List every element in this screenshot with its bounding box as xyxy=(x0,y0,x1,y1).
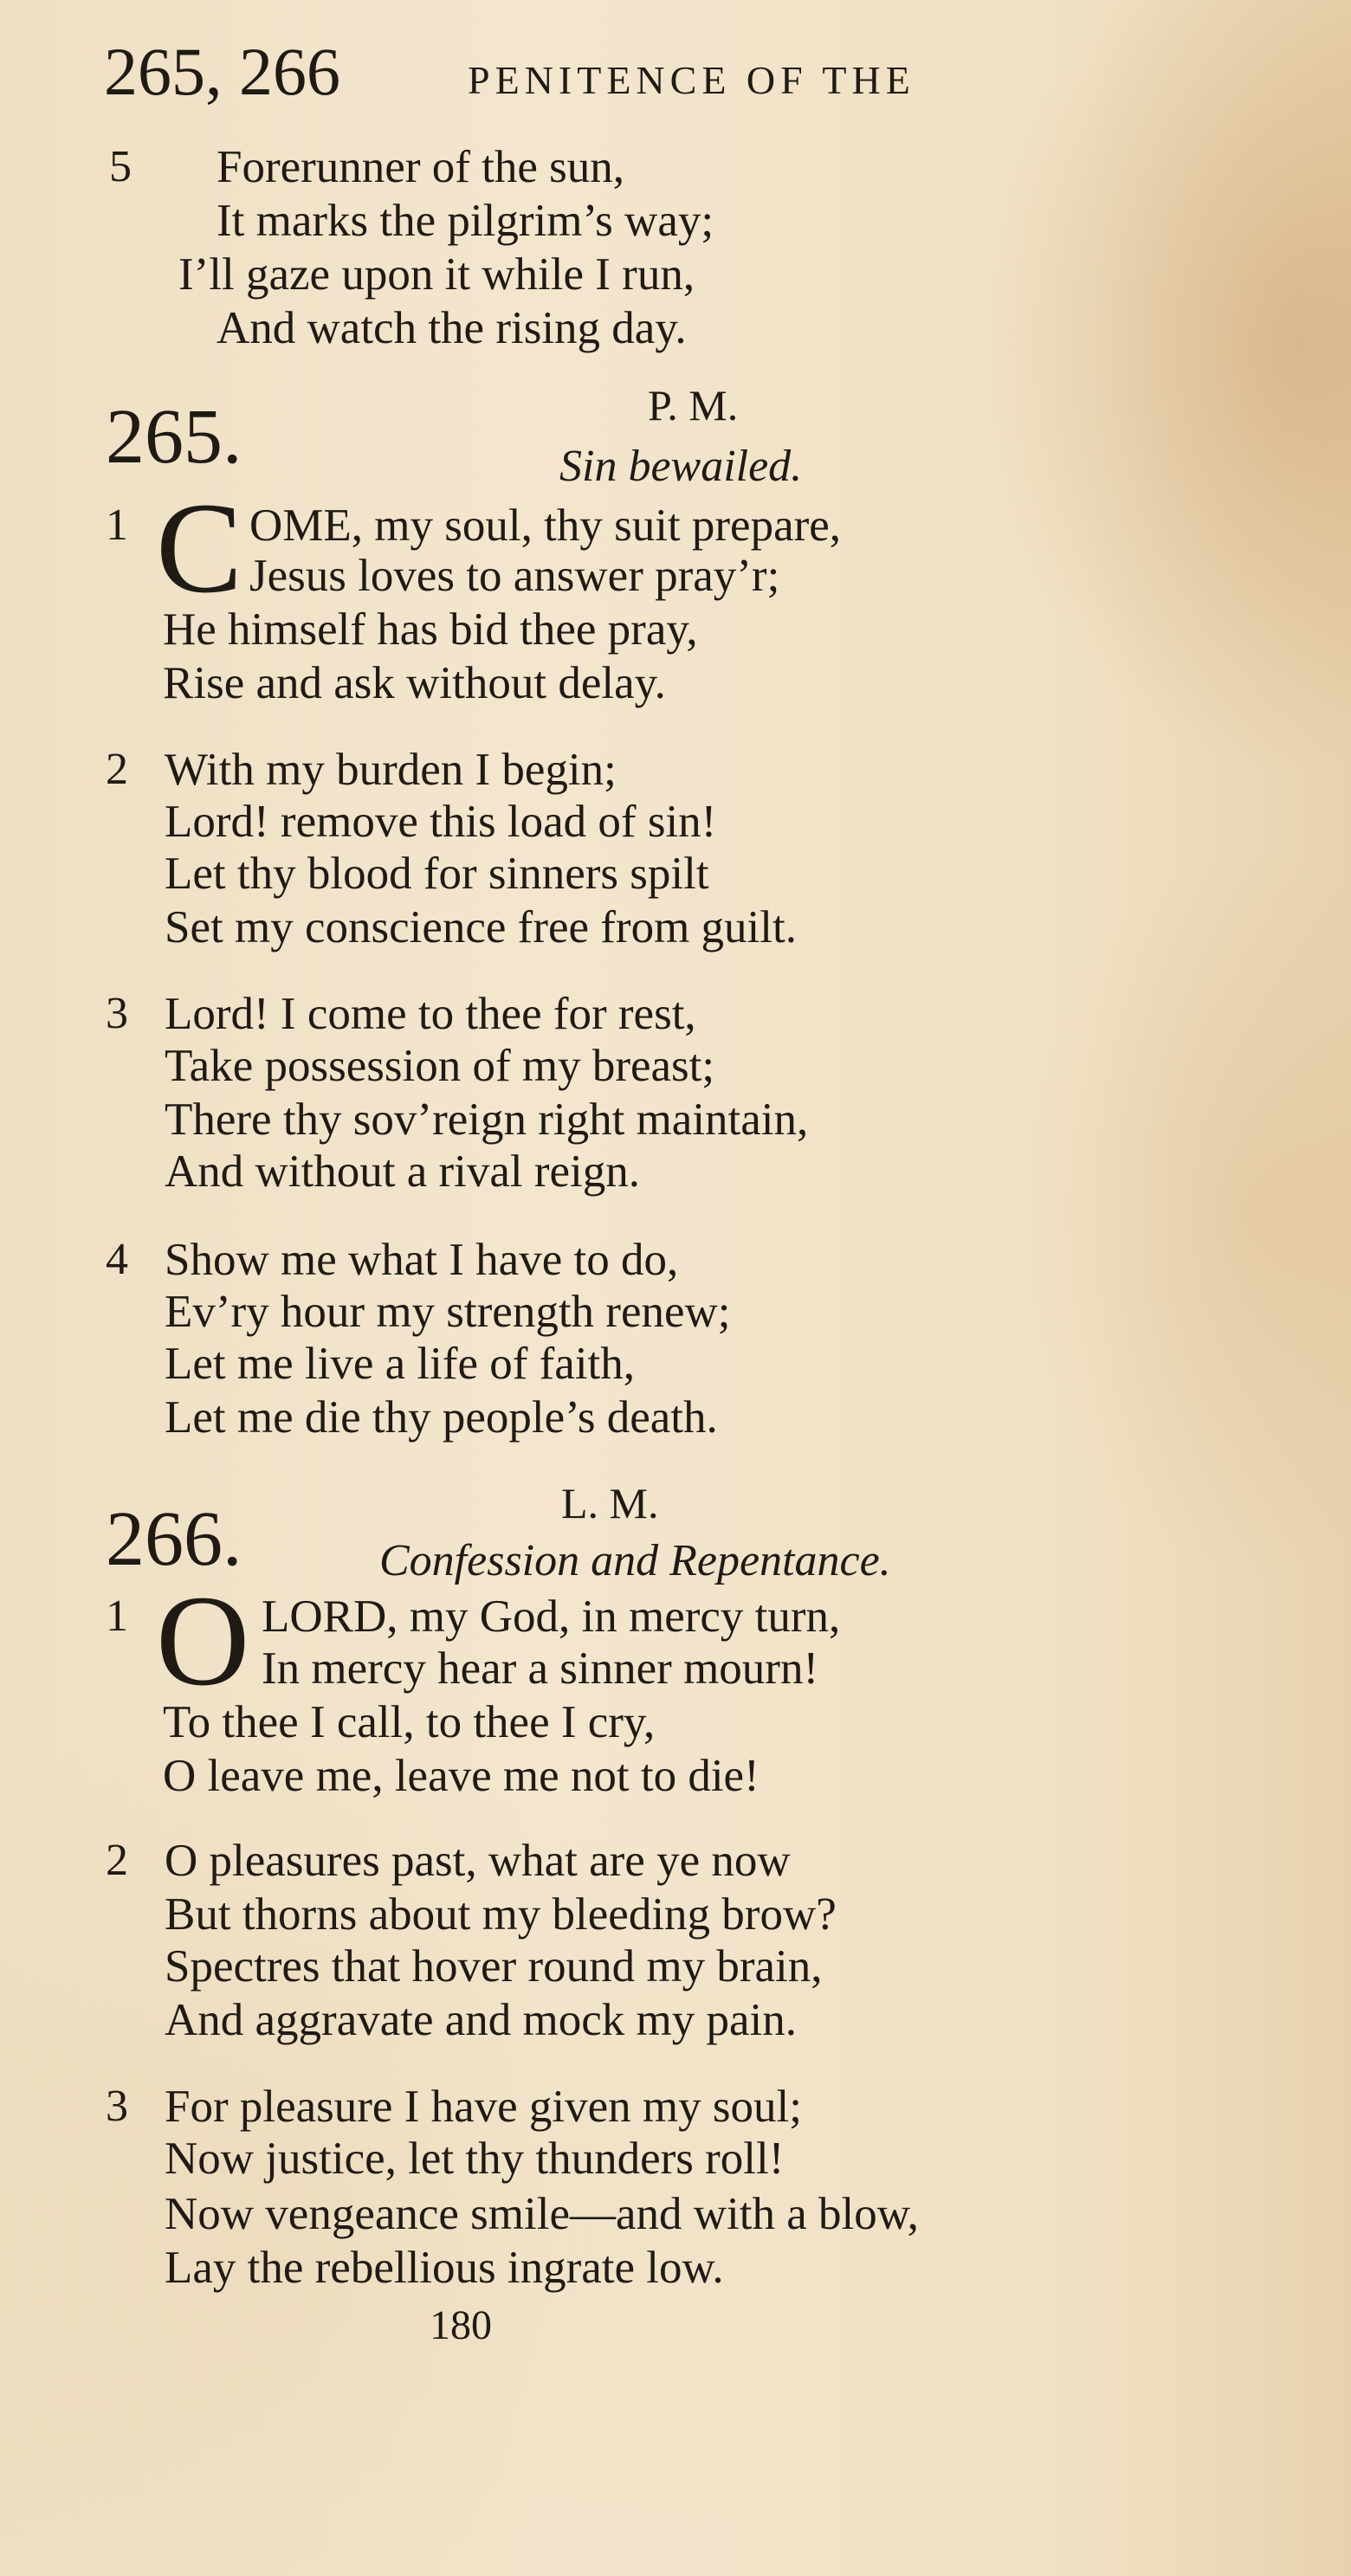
hymn-subject: Sin bewailed. xyxy=(559,442,803,491)
verse-number: 2 xyxy=(106,745,128,794)
verse-line: Show me what I have to do, xyxy=(165,1235,679,1285)
verse-line: For pleasure I have given my soul; xyxy=(165,2082,802,2132)
verse-line: Take possession of my breast; xyxy=(165,1041,715,1091)
verse-line: Lay the rebellious ingrate low. xyxy=(165,2243,724,2293)
verse-line: And without a rival reign. xyxy=(165,1146,641,1197)
verse-line: Ev’ry hour my strength renew; xyxy=(165,1287,731,1337)
verse-line: But thorns about my bleeding brow? xyxy=(165,1889,837,1940)
verse-line: Lord! remove this load of sin! xyxy=(165,797,717,847)
verse-number: 4 xyxy=(106,1235,128,1284)
verse-line: LORD, my God, in mercy turn, xyxy=(262,1591,841,1642)
verse-line: O pleasures past, what are ye now xyxy=(165,1836,791,1886)
verse-number: 3 xyxy=(106,2082,128,2131)
verse-line: Forerunner of the sun, xyxy=(217,142,624,192)
verse-line: It marks the pilgrim’s way; xyxy=(217,196,714,246)
verse-line: Rise and ask without delay. xyxy=(163,658,666,708)
verse-line: Now justice, let thy thunders roll! xyxy=(165,2134,785,2184)
verse-line: He himself has bid thee pray, xyxy=(163,604,698,655)
verse-number: 3 xyxy=(106,989,128,1038)
verse-line: Now vengeance smile—and with a blow, xyxy=(165,2189,919,2239)
verse-line: Spectres that hover round my brain, xyxy=(165,1941,823,1992)
verse-line: O leave me, leave me not to die! xyxy=(163,1751,760,1801)
hymn-meter: P. M. xyxy=(648,381,739,429)
verse-line: In mercy hear a sinner mourn! xyxy=(262,1643,819,1694)
hymn-number: 266. xyxy=(106,1496,242,1582)
verse-line: Let thy blood for sinners spilt xyxy=(165,849,709,899)
drop-cap: O xyxy=(156,1569,250,1713)
verse-line: Lord! I come to thee for rest, xyxy=(165,989,696,1039)
verse-number: 2 xyxy=(106,1836,128,1885)
verse-line: And aggravate and mock my pain. xyxy=(165,1995,797,2045)
page-header xyxy=(104,24,1039,119)
verse-line: Let me die thy people’s death. xyxy=(165,1392,718,1443)
page-folio: 180 xyxy=(430,2302,492,2348)
page-numbers: 265, 266 xyxy=(104,34,340,109)
verse-number: 5 xyxy=(109,142,132,191)
verse-number: 1 xyxy=(106,500,128,550)
verse-line: OME, my soul, thy suit prepare, xyxy=(249,500,842,551)
drop-cap: C xyxy=(156,476,243,620)
verse-line: Set my conscience free from guilt. xyxy=(165,902,797,952)
verse-line: There thy sov’reign right maintain, xyxy=(165,1094,809,1145)
verse-line: I’ll gaze upon it while I run, xyxy=(178,249,695,300)
verse-number: 1 xyxy=(106,1591,128,1641)
verse-line: With my burden I begin; xyxy=(165,745,617,795)
verse-line: To thee I call, to thee I cry, xyxy=(163,1697,656,1747)
hymn-number: 265. xyxy=(106,394,242,480)
running-head: PENITENCE OF THE xyxy=(468,58,915,102)
hymn-subject: Confession and Repentance. xyxy=(379,1536,891,1585)
verse-line: Let me live a life of faith, xyxy=(165,1339,636,1389)
verse-line: And watch the rising day. xyxy=(217,303,687,353)
verse-line: Jesus loves to answer pray’r; xyxy=(249,551,780,601)
hymn-meter: L. M. xyxy=(561,1479,659,1527)
